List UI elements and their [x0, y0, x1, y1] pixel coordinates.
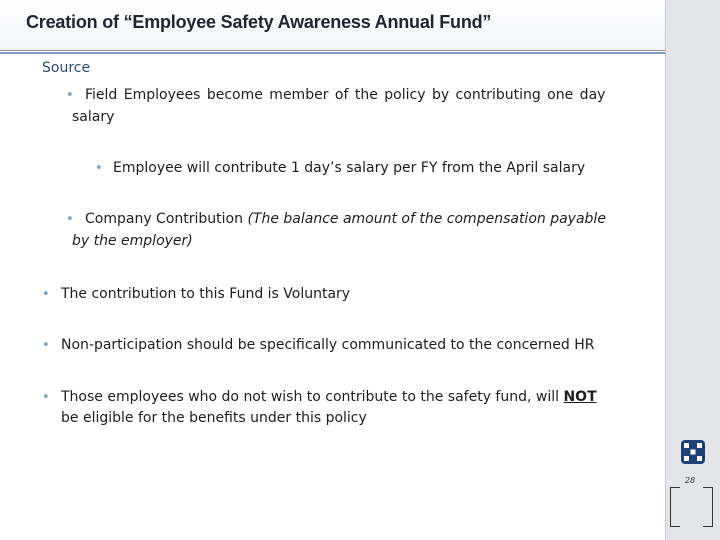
bullet-4-text: Non-participation should be specifically communicated to the concerned HR [61, 337, 595, 353]
bullet-3-text: The contribution to this Fund is Voluntary [61, 286, 351, 302]
bullet-icon: • [66, 212, 74, 227]
title-divider [0, 50, 665, 51]
title-accent-rule [0, 52, 665, 54]
page-number: 28 [684, 476, 696, 485]
bullet-2-italic-line-1: (The balance amount of the compensation payable [247, 211, 606, 227]
title-bar [0, 0, 665, 50]
bullet-1-line-2: salary [72, 109, 115, 125]
bullet-2-line-1 [85, 209, 606, 230]
bullet-2-prefix: Company Contribution [85, 211, 248, 227]
page-bracket-right [703, 487, 713, 527]
bullet-icon: • [42, 338, 50, 353]
source-heading: Source [42, 60, 91, 76]
slide-title: Creation of “Employee Safety Awareness Annual Fund” [26, 12, 492, 32]
bullet-5-prefix: Those employees who do not wish to contribute to the safety fund, will [61, 389, 564, 405]
bullet-2-italic-line-2: by the employer) [72, 233, 193, 249]
bullet-icon: • [42, 287, 50, 302]
bullet-icon: • [95, 161, 103, 176]
bullet-5-line-1 [61, 387, 597, 408]
company-logo-icon [681, 440, 705, 464]
page-bracket-left [670, 487, 680, 527]
bullet-1-line-1: Field Employees become member of the policy by contributing one day [85, 87, 606, 103]
bullet-5-emphasis: NOT [563, 389, 597, 405]
bullet-icon: • [42, 390, 50, 405]
bullet-5-line-2: be eligible for the benefits under this policy [61, 410, 367, 426]
bullet-icon: • [66, 88, 74, 103]
sub-bullet-text: Employee will contribute 1 day’s salary per FY from the April salary [113, 160, 586, 176]
